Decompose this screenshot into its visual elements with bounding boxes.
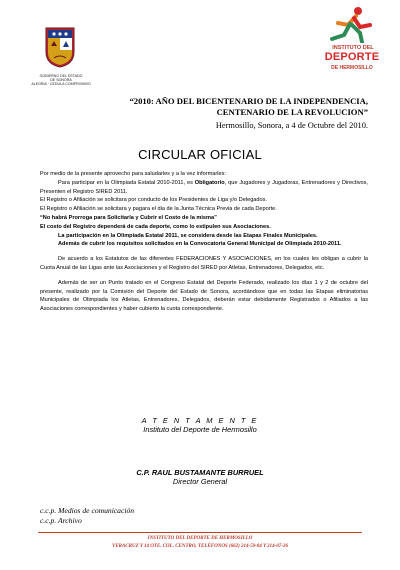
footer-org: INSTITUTO DEL DEPORTE DE HERMOSILLO — [147, 536, 253, 541]
sonora-seal-icon — [44, 26, 76, 68]
text-obligatorio: Obligatorio — [194, 179, 225, 186]
paragraph-requisitos: Además de cubrir los requisitos solicitados en la Convocatoria General Municipal de Olimpiada 2010-2011. — [58, 241, 342, 248]
footer-divider — [38, 532, 362, 533]
brand-line1: INSTITUTO DEL — [332, 45, 374, 51]
paragraph-registro-presidentes: El Registro o Afiliación se solicitara por conducto de los Presidentes de Liga y/o Delegados. — [40, 197, 267, 204]
year-title — [88, 96, 368, 117]
seal-caption-line: DE SONORA — [50, 78, 72, 83]
paragraph-costo: El costo del Registro dependerá de cada deporte, como lo estipulen sus Asociaciones. — [40, 223, 271, 230]
ccp-item: c.c.p. Medios de comunicación — [40, 506, 135, 515]
paragraph-participation — [40, 179, 368, 197]
runner-icon — [320, 5, 376, 43]
brand-line3: DE HERMOSILLO — [331, 65, 373, 71]
atentamente: A T E N T A M E N T E — [141, 416, 259, 425]
letter-body — [40, 170, 368, 314]
brand-wordmark: DEPORTE — [324, 51, 380, 63]
date-line: Hermosillo, Sonora, a 4 de Octubre del 2010. — [215, 121, 368, 130]
circular-title: CIRCULAR OFICIAL — [138, 147, 262, 162]
signoff-org: Instituto del Deporte de Hermosillo — [143, 425, 257, 434]
instituto-deporte-logo — [306, 5, 384, 73]
ccp-list — [40, 506, 134, 525]
paragraph-registro-junta: El Registro o Afiliación se solicitara y pagara el dia de la Junta Técnica Previa de cada Deporte. — [40, 206, 277, 213]
paragraph-etapas: La participación en la Olimpiada Estatal 2011, se considera desde las Etapas Finales Municipales. — [58, 232, 318, 239]
director-signature — [0, 468, 400, 486]
director-name: C.P. RAUL BUSTAMANTE BURRUEL — [136, 468, 264, 477]
year-title-line2: CENTENARIO DE LA REVOLUCION” — [216, 106, 368, 117]
signoff — [0, 416, 400, 434]
seal-caption-line: GOBIERNO DEL ESTADO — [39, 74, 83, 78]
ccp-item: c.c.p. Archivo — [40, 515, 82, 525]
paragraph-greeting: Por medio de la presente aprovecho para saludarles y a la vez informarles: — [40, 171, 226, 177]
director-title: Director General — [172, 477, 228, 486]
footer — [0, 535, 400, 550]
seal-caption-line: ALEGRIA · CEDULA COMPROMISO — [31, 82, 91, 87]
paragraph-estatutos: De acuerdo a los Estatutos de las diferentes FEDERACIONES Y ASOCIACIONES, en los cuales les obligan a cubrir la Cuota Anual de las Ligas ante las Asociaciones y el Registro del SIRED por Atletas, Entrenadores, Delegados, etc. — [40, 256, 368, 271]
footer-address: VERACRUZ Y 14 OTE. COL. CENTRO, TELÉFONOS (662) 214-59-84 Y 214-07-26 — [112, 543, 288, 549]
text-fragment: Para participar en la Olimpiada Estatal 2010-2011, es — [58, 179, 195, 186]
year-title-line1: “2010: AÑO DEL BICENTENARIO DE LA INDEPENDENCIA, — [129, 96, 368, 106]
seal-caption — [26, 74, 96, 87]
paragraph-congreso: Además de ser un Punto tratado en el Congreso Estatal del Deporte Federado, realizado los días 1 y 2 de octubre del presente, realizado por la Comisión del Deporte del Estado de Sonora, acordándose que en todas las Etapas eliminatorias Municipales de Olimpiada los Atletas, Entrenadores, Delegados, deberán estar debidamente Registrados o Afiliados a las Asociaciones correspondientes y haber cubierto la cuota correspondiente. — [40, 279, 368, 313]
text-fragment: , que Jugadores y Jugadoras, Entrenadores y Directivos, Presenten el Registro SIRED 2011. — [40, 179, 368, 195]
paragraph-no-prorroga: “No habrá Prorroga para Solicitarla y Cubrir el Costo de la misma” — [40, 214, 217, 221]
